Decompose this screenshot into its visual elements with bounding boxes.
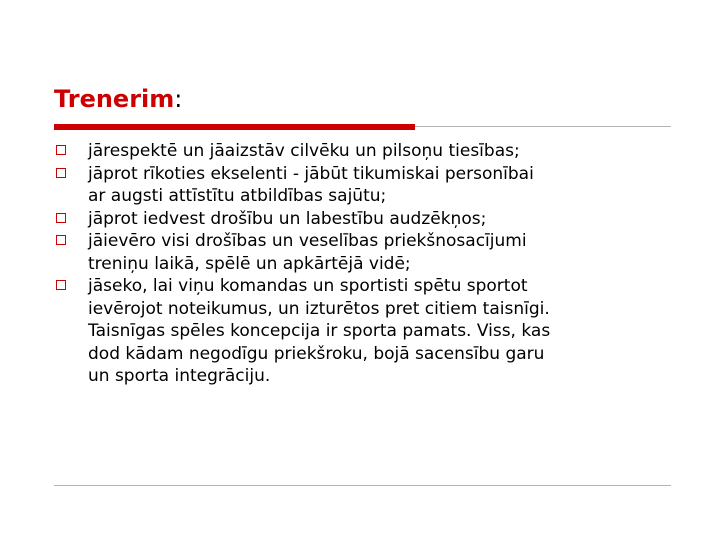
- list-item-line: dod kādam negodīgu priekšroku, bojā sacensību garu: [88, 343, 545, 364]
- hollow-square-bullet-icon: [56, 168, 66, 178]
- bullet-list: [54, 140, 694, 388]
- hollow-square-bullet-icon: [56, 145, 66, 155]
- list-item: [54, 230, 694, 275]
- hollow-square-bullet-icon: [56, 235, 66, 245]
- list-item-line: ar augsti attīstītu atbildības sajūtu;: [88, 186, 387, 206]
- slide-title-colon: :: [174, 85, 183, 113]
- list-item-line: jārespektē un jāaizstāv cilvēku un pilsoņu tiesības;: [88, 141, 520, 161]
- slide-title: [54, 84, 182, 114]
- list-item: [54, 140, 694, 163]
- list-item: [54, 163, 694, 208]
- list-item-line: jāprot rīkoties ekselenti - jābūt tikumiskai personībai: [88, 163, 534, 184]
- list-item-line: jāievēro visi drošības un veselības priekšnosacījumi: [88, 231, 527, 251]
- slide-title-text: Trenerim: [54, 85, 175, 113]
- list-item-line: jāseko, lai viņu komandas un sportisti spētu sportot: [88, 276, 528, 296]
- footer-divider: [54, 485, 671, 486]
- list-item-line: jāprot iedvest drošību un labestību audzēkņos;: [88, 208, 487, 229]
- list-item: [54, 208, 694, 231]
- list-item-line: ievērojot noteikumus, un izturētos pret citiem taisnīgi.: [88, 298, 550, 319]
- hollow-square-bullet-icon: [56, 213, 66, 223]
- list-item-line: Taisnīgas spēles koncepcija ir sporta pamats. Viss, kas: [88, 321, 551, 341]
- title-accent-bar: [54, 124, 415, 130]
- list-item-line: un sporta integrāciju.: [88, 366, 271, 386]
- hollow-square-bullet-icon: [56, 280, 66, 290]
- list-item: [54, 275, 694, 388]
- list-item-line: treniņu laikā, spēlē un apkārtējā vidē;: [88, 253, 411, 274]
